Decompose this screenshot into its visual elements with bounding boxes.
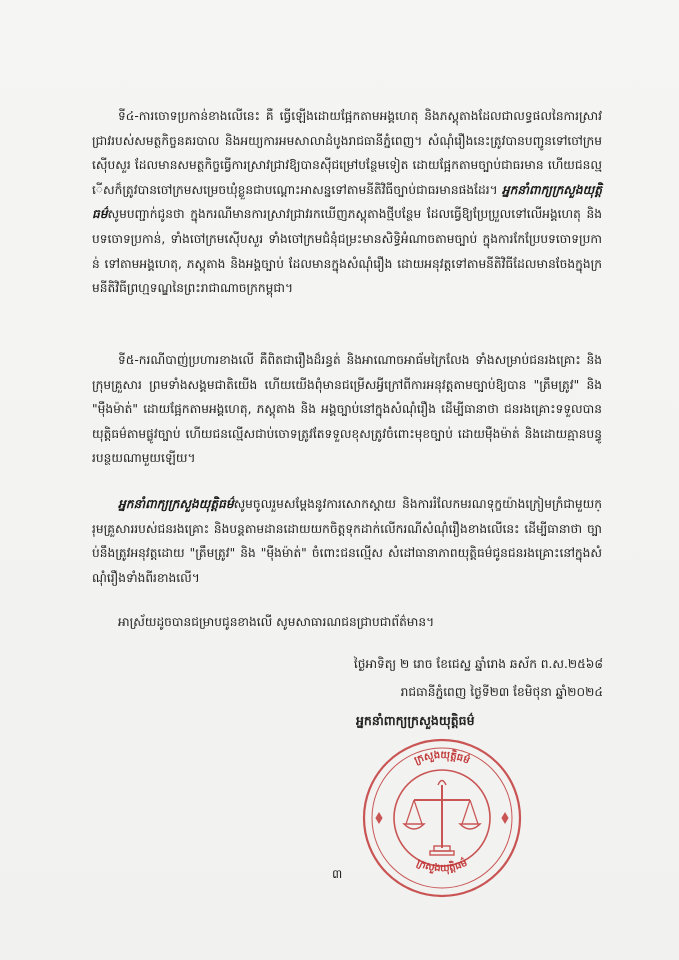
paragraph-closing-text: អាស្រ័យដូចបានជម្រាបជូនខាងលើ សូមសាធារណជនជ្រាបជាព័ត៌មាន។	[118, 615, 435, 629]
paragraph-5	[92, 348, 602, 471]
page-number: ៣	[332, 867, 343, 881]
signer-title: អ្នកនាំពាក្យក្រសួងយុត្តិធម៌	[356, 713, 475, 728]
spokesperson-emphasis: អ្នកនាំពាក្យក្រសួងយុត្តិធម៌	[118, 497, 234, 511]
paragraph-closing	[92, 610, 602, 635]
seal-bottom-text: ក្រសួងយុត្តិធម៌	[414, 857, 470, 875]
seal-top-text: ក្រសួងយុត្តិធម៌	[412, 749, 472, 767]
paragraph-5-text: ទី៥-ករណីបាញ់ប្រហារខាងលើ គឺពិតជារឿងដ៏រន្ធត់ និងអាណោចអាធ័មក្រៃលែង ទាំងសម្រាប់ជនរងគ្រោះ និងក្រុមគ្រួសារ ព្រមទាំងសង្គមជាតិយើង ហើយយើងពុំមានជម្រើសអ្វីក្រៅពីការអនុវត្តតាមច្បាប់ឱ្យបាន "ត្រឹមត្រូវ" និង "ម៉ឺងម៉ាត់" ដោយផ្អែកតាមអង្គហេតុ, ភស្តុតាង និង អង្គច្បាប់នៅក្នុងសំណុំរឿង ដើម្បីធានាថា ជនរងគ្រោះទទួលបានយុត្តិធម៌តាមផ្លូវច្បាប់ ហើយជនល្មើសជាប់ចោទត្រូវតែទទួលខុសត្រូវចំពោះមុខច្បាប់ ដោយម៉ឺងម៉ាត់ និងដោយគ្មានបន្ធូរបន្ថយណាមួយឡើយ។	[92, 353, 602, 466]
paragraph-4-text: ទី៤-ការចោទប្រកាន់ខាងលើនេះ គឺ ធ្វើឡើងដោយផ្អែកតាមអង្គហេតុ និងភស្តុតាងដែលជាលទ្ធផលនៃការស្រាវជ្រាវរបស់សមត្ថកិច្ចនគរបាល និងអយ្យការអមសាលាដំបូងរាជធានីភ្នំពេញ។ សំណុំរឿងនេះត្រូវបានបញ្ជូនទៅចៅក្រមស៊ើបសួរ ដែលមានសមត្ថកិច្ចធ្វើការស្រាវជ្រាវឱ្យបានស៊ីជម្រៅបន្ថែមទៀត ដោយផ្អែកតាមច្បាប់ជាធរមាន ហើយជនល្មើសក៏ត្រូវបានចៅក្រមសម្រេចឃុំខ្លួនជាបណ្ដោះអាសន្នទៅតាមនីតិវិធីច្បាប់ជាធរមានផងដែរ។	[92, 109, 602, 197]
svg-text:ក្រសួងយុត្តិធម៌	[415, 856, 470, 876]
paragraph-4	[92, 104, 602, 301]
paragraph-condolence	[92, 492, 602, 590]
date-solar: រាជធានីភ្នំពេញ ថ្ងៃទី២៣ ខែមិថុនា ឆ្នាំ២០២៤	[400, 685, 603, 699]
date-lunar: ថ្ងៃអាទិត្យ ២ រោច ខែជេស្ឋ ឆ្នាំរោង ឆស័ក ព.ស.២៥៦៨	[353, 657, 603, 671]
spokesperson-emphasis: អ្នកនាំពាក្យក្រសួងយុត្តិធម៌	[92, 182, 602, 222]
paragraph-condolence-tail: សូមចូលរួមសម្ដែងនូវការសោកស្ដាយ និងការរំលែកមរណទុក្ខយ៉ាងក្រៀមក្រំជាមួយក្រុមគ្រួសាររបស់ជនរងគ្រោះ និងបន្តតាមដានដោយយកចិត្តទុកដាក់លើករណីសំណុំរឿងខាងលើនេះ ដើម្បីធានាថា ច្បាប់នឹងត្រូវអនុវត្តដោយ "ត្រឹមត្រូវ" និង "ម៉ឺងម៉ាត់" ចំពោះជនល្មើស សំដៅធានាភាពយុត្តិធម៌ជូនជនរងគ្រោះនៅក្នុងសំណុំរឿងទាំងពីរខាងលើ។	[92, 497, 602, 585]
paragraph-4-tail: សូមបញ្ជាក់ជូនថា ក្នុងករណីមានការស្រាវជ្រាវរកឃើញភស្តុតាងថ្មីបន្ថែម ដែលធ្វើឱ្យប្រែប្រួលទៅលើអង្គហេតុ និងបទចោទប្រកាន់, ទាំងចៅក្រមស៊ើបសួរ ទាំងចៅក្រមជំនុំជម្រះមានសិទ្ធិអំណាចតាមច្បាប់ ក្នុងការកែប្រែបទចោទប្រកាន់ ទៅតាមអង្គហេតុ, ភស្តុតាង និងអង្គច្បាប់ ដែលមានក្នុងសំណុំរឿង ដោយអនុវត្តទៅតាមនីតិវិធីដែលមានចែងក្នុងក្រមនីតិវិធីព្រហ្មទណ្ឌនៃព្រះរាជាណាចក្រកម្ពុជា។	[92, 207, 602, 296]
ministry-seal-icon	[348, 730, 536, 910]
